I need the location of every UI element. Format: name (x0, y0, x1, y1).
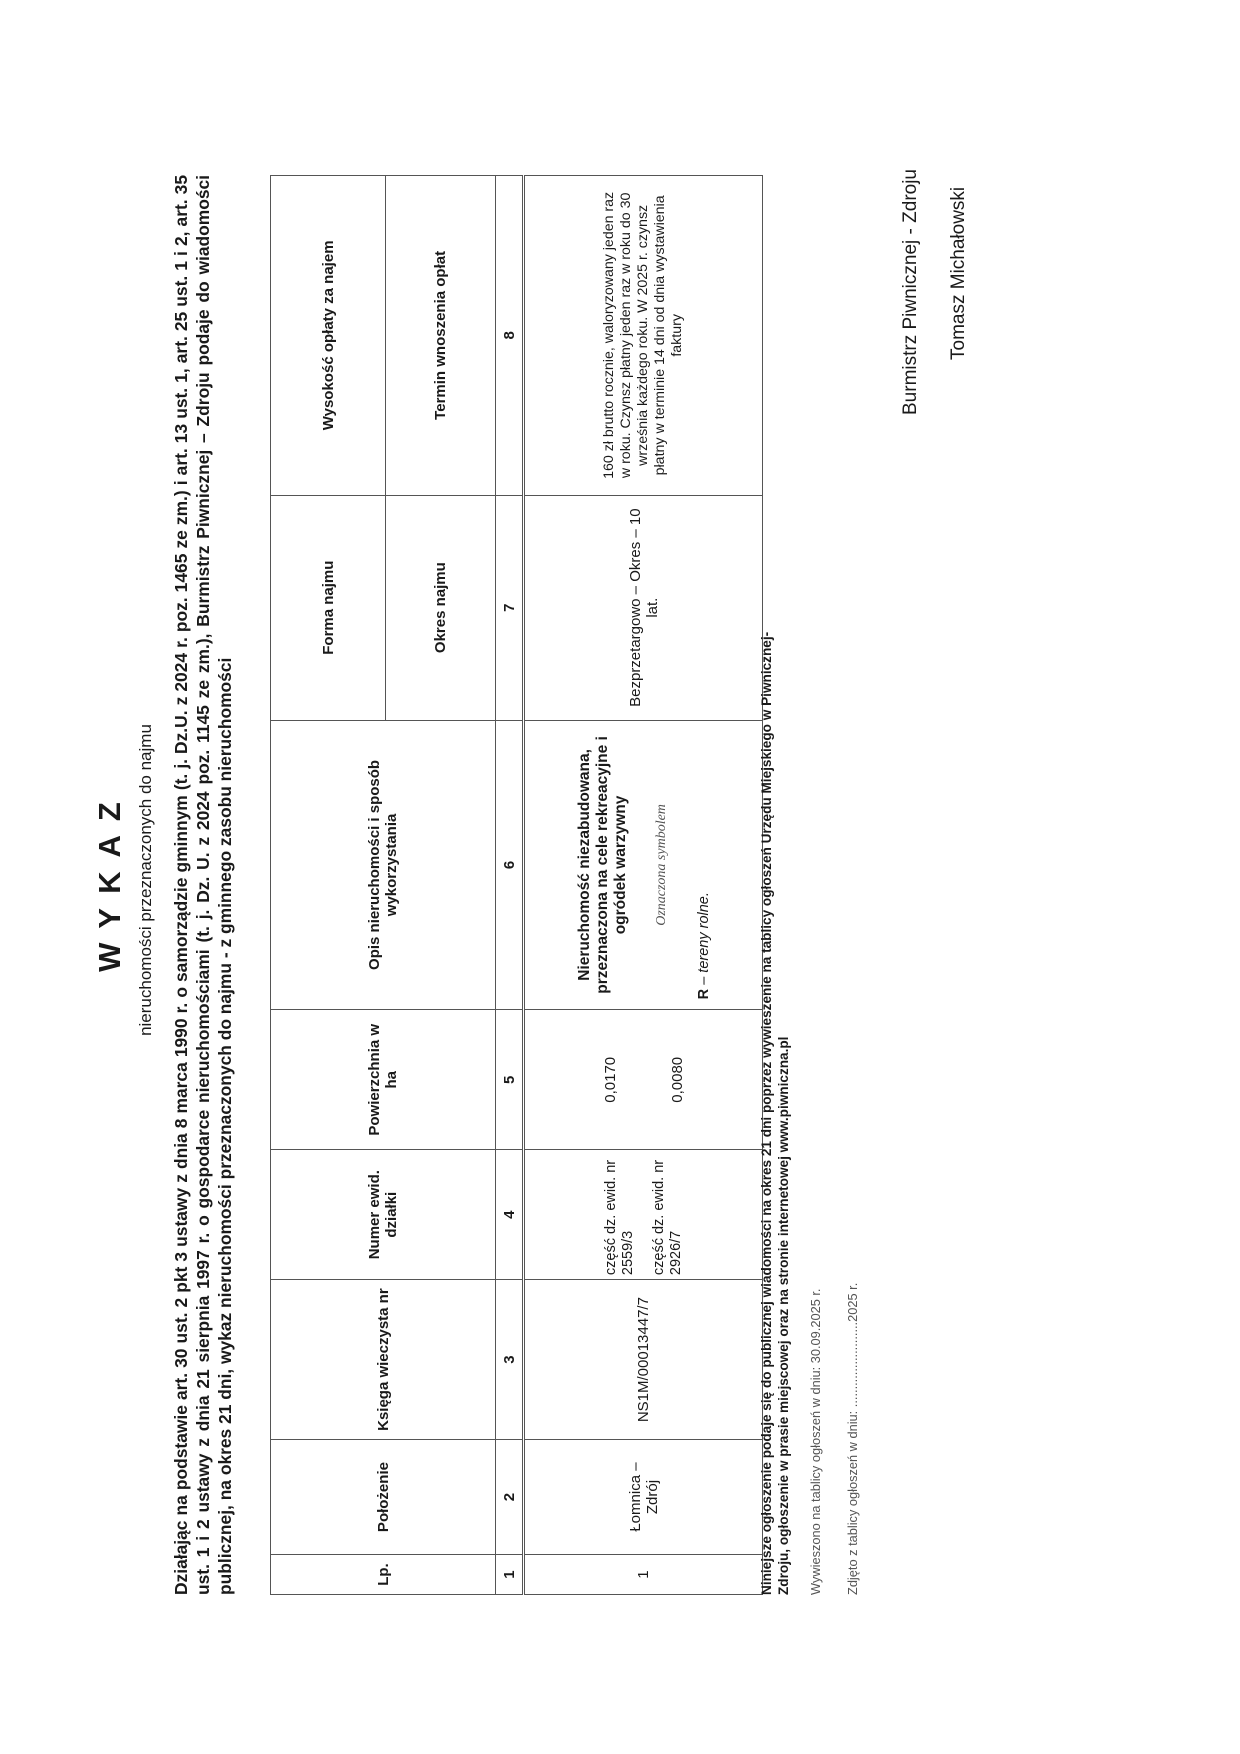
document-page (70, 70, 969, 1690)
header-numer: Numer ewid. działki (271, 1150, 496, 1280)
cell-powierzchnia (524, 1010, 763, 1150)
column-number: 5 (496, 1010, 524, 1150)
column-number: 4 (496, 1150, 524, 1280)
table-header-row (271, 176, 386, 1595)
column-number: 8 (496, 176, 524, 496)
document-subtitle: nieruchomości przeznaczonych do najmu (136, 724, 155, 1036)
header-opis: Opis nieruchomości i sposób wykorzystania (271, 720, 496, 1010)
intro-text: Działając na podstawie art. 30 ust. 2 pkt 3 ustawy z dnia 8 marca 1990 r. o samorządzie gminnym (t. j. Dz.U. z 2024 r. poz. 1465 ze zm.) i art. 13 ust. 1, art. 25 ust. 1 i 2, art. 35 ust. 1 i 2 ustawy z dnia 21 sierpnia 1997 r. o gospodarce nieruchomościami (t. j. Dz. U. z 2024 poz. 1145 ze zm.), Burmistrz Piwnicznej – Zdroju podaje do wiadomości publicznej, na okres 21 dni, wykaz nieruchomości przeznaczonych do najmu - z gminnego zasobu nieruchomości (171, 175, 235, 1595)
header-okres-najmu: Okres najmu (386, 495, 496, 720)
cell-oplaty: 160 zł brutto rocznie, waloryzowany jeden raz w roku. Czynsz płatny jeden raz w roku do 30 września każdego roku. W 2025 r. czynsz płatny w terminie 14 dni od dnia wystawienia faktury (524, 176, 763, 496)
signature-name: Tomasz Michałowski (948, 186, 969, 360)
column-number: 6 (496, 720, 524, 1010)
column-number: 3 (496, 1280, 524, 1440)
header-ksiega: Księga wieczysta nr (271, 1280, 496, 1440)
column-number: 2 (496, 1440, 524, 1555)
header-termin-oplat: Termin wnoszenia opłat (386, 176, 496, 496)
header-lp: Lp. (271, 1555, 496, 1595)
cell-polozenie: Łomnica – Zdrój (524, 1440, 763, 1555)
opis-text: Nieruchomość niezabudowana, przeznaczona na cele rekreacyjne i ogródek warzywny (575, 736, 629, 994)
cell-dzialki (524, 1150, 763, 1280)
column-number: 1 (496, 1555, 524, 1595)
powierzchnia-1: 0,0170 (601, 1056, 619, 1103)
column-number-row (496, 176, 524, 1595)
removed-date: Zdjęto z tablicy ogłoszeń w dniu: ........................2025 r. (845, 1282, 860, 1595)
signature-title: Burmistrz Piwnicznej - Zdroju (900, 169, 921, 415)
cell-lp: 1 (524, 1555, 763, 1595)
dzialka-2: część dz. ewid. nr 2926/7 (650, 1159, 684, 1276)
publication-notice: Niniejsze ogłoszenie podaje się do publicznej wiadomości na okres 21 dni poprzez wywieszenie na tablicy ogłoszeń Urzędu Miejskiego w Piwnicznej-Zdroju, ogłoszenie w prasie miejscowej oraz na stronie internetowej www.piwniczna.pl (759, 631, 791, 1595)
property-table (270, 175, 763, 1595)
table-row (524, 176, 763, 1595)
column-number: 7 (496, 495, 524, 720)
header-powierzchnia: Powierzchnia w ha (271, 1010, 496, 1150)
document-title: WYKAZ (92, 788, 127, 972)
cell-opis (524, 720, 763, 1010)
cell-okres: Bezprzetargowo – Okres – 10 lat. (524, 495, 763, 720)
header-wysokosc-oplaty: Wysokość opłaty za najem (271, 176, 386, 496)
powierzchnia-2: 0,0080 (668, 1056, 686, 1103)
intro-paragraph (170, 175, 236, 1595)
symbol-legend (696, 725, 712, 1006)
symbol-description: – tereny rolne. (695, 892, 712, 985)
posted-date: Wywieszono na tablicy ogłoszeń w dniu: 30.09.2025 r. (808, 1288, 823, 1595)
header-polozenie: Położenie (271, 1440, 496, 1555)
header-forma-najmu: Forma najmu (271, 495, 386, 720)
symbol-code: R (695, 988, 712, 1000)
dzialka-1: część dz. ewid. nr 2559/3 (602, 1159, 636, 1276)
oznaczenie-text: Oznaczona symbolem (653, 804, 669, 926)
cell-ksiega: NS1M/00013447/7 (524, 1280, 763, 1440)
